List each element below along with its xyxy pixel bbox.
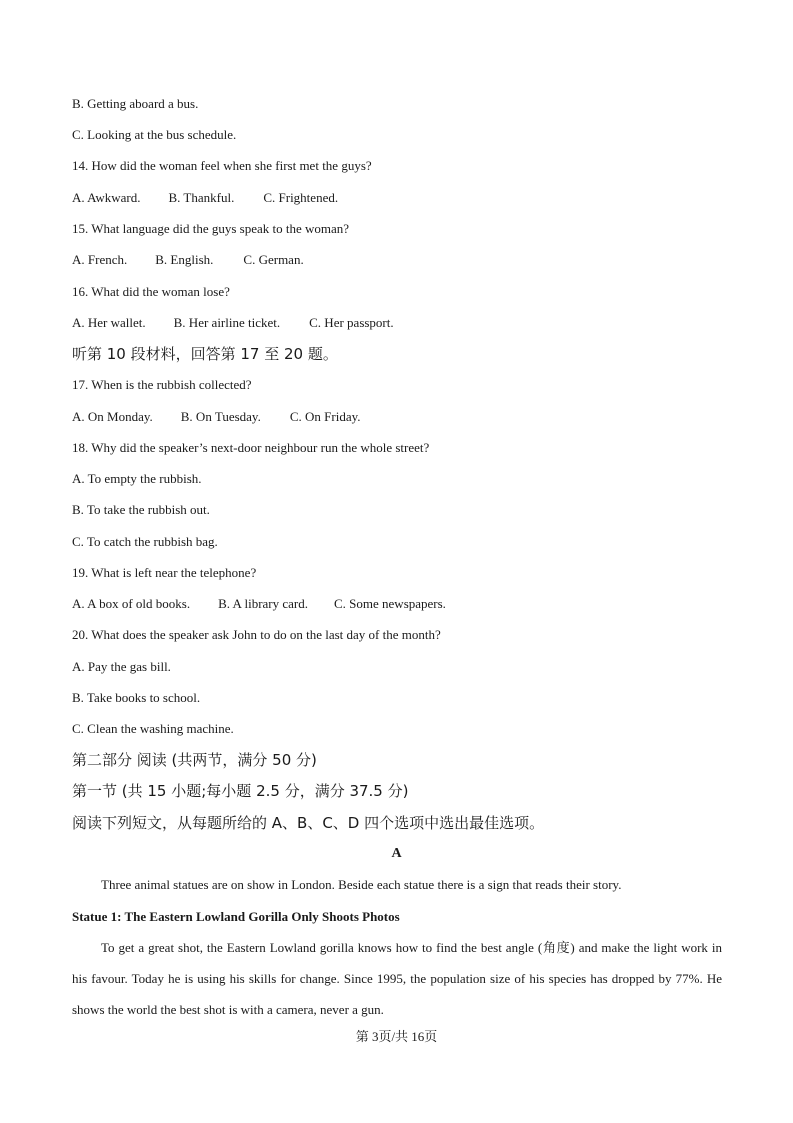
page-footer: 第 3页/共 16页 xyxy=(355,1029,438,1044)
q15-option-b: B. English. xyxy=(155,252,214,267)
q16-options xyxy=(72,315,394,331)
q13-option-b: B. Getting aboard a bus. xyxy=(72,96,199,111)
q16-option-b: B. Her airline ticket. xyxy=(173,315,281,330)
q18-option-c: C. To catch the rubbish bag. xyxy=(72,534,218,549)
question-16: 16. What did the woman lose? xyxy=(72,284,230,299)
q14-option-c: C. Frightened. xyxy=(263,190,339,205)
q15-options xyxy=(72,252,304,268)
q16-option-c: C. Her passport. xyxy=(309,315,394,330)
q18-option-a: A. To empty the rubbish. xyxy=(72,471,202,486)
q17-option-b: B. On Tuesday. xyxy=(180,409,261,424)
q13-option-c: C. Looking at the bus schedule. xyxy=(72,127,237,142)
q19-option-a: A. A box of old books. xyxy=(72,596,191,611)
question-15: 15. What language did the guys speak to the woman? xyxy=(72,221,350,236)
q16-option-a: A. Her wallet. xyxy=(72,315,146,330)
q19-option-b: B. A library card. xyxy=(218,596,308,611)
q20-option-a: A. Pay the gas bill. xyxy=(72,659,171,674)
question-14: 14. How did the woman feel when she first met the guys? xyxy=(72,158,372,173)
question-19: 19. What is left near the telephone? xyxy=(72,565,257,580)
q20-option-c: C. Clean the washing machine. xyxy=(72,721,234,736)
question-17: 17. When is the rubbish collected? xyxy=(72,377,252,392)
q19-options xyxy=(72,596,446,612)
q20-option-b: B. Take books to school. xyxy=(72,690,201,705)
listen-section-10-heading: 听第 10 段材料，回答第 17 至 20 题。 xyxy=(72,345,338,363)
q14-option-b: B. Thankful. xyxy=(168,190,235,205)
q15-option-c: C. German. xyxy=(243,252,304,267)
q19-option-c: C. Some newspapers. xyxy=(334,596,446,611)
section-1-heading: 第一节 (共 15 小题;每小题 2.5 分，满分 37.5 分) xyxy=(72,782,409,800)
part-2-heading: 第二部分 阅读 (共两节，满分 50 分) xyxy=(72,751,317,769)
statue-1-heading: Statue 1: The Eastern Lowland Gorilla Only Shoots Photos xyxy=(72,909,400,924)
statue-1-paragraph: To get a great shot, the Eastern Lowland gorilla knows how to find the best angle (角度) and make the light work in his favour. Today he is using his skills for change. Since 1995, the population size of his species has dropped by 77%. He shows the world the best shot is with a camera, never a gun. xyxy=(72,940,722,1017)
passage-intro: Three animal statues are on show in London. Beside each statue there is a sign that reads their story. xyxy=(101,877,622,892)
question-20: 20. What does the speaker ask John to do on the last day of the month? xyxy=(72,627,441,642)
q18-option-b: B. To take the rubbish out. xyxy=(72,502,210,517)
q17-option-a: A. On Monday. xyxy=(72,409,153,424)
passage-letter: A xyxy=(391,846,402,861)
question-18: 18. Why did the speaker’s next-door neighbour run the whole street? xyxy=(72,440,430,455)
q17-option-c: C. On Friday. xyxy=(289,409,361,424)
q14-option-a: A. Awkward. xyxy=(72,190,141,205)
q15-option-a: A. French. xyxy=(72,252,128,267)
q17-options xyxy=(72,409,361,425)
q14-options xyxy=(72,190,338,206)
reading-instruction: 阅读下列短文，从每题所给的 A、B、C、D 四个选项中选出最佳选项。 xyxy=(72,814,545,832)
